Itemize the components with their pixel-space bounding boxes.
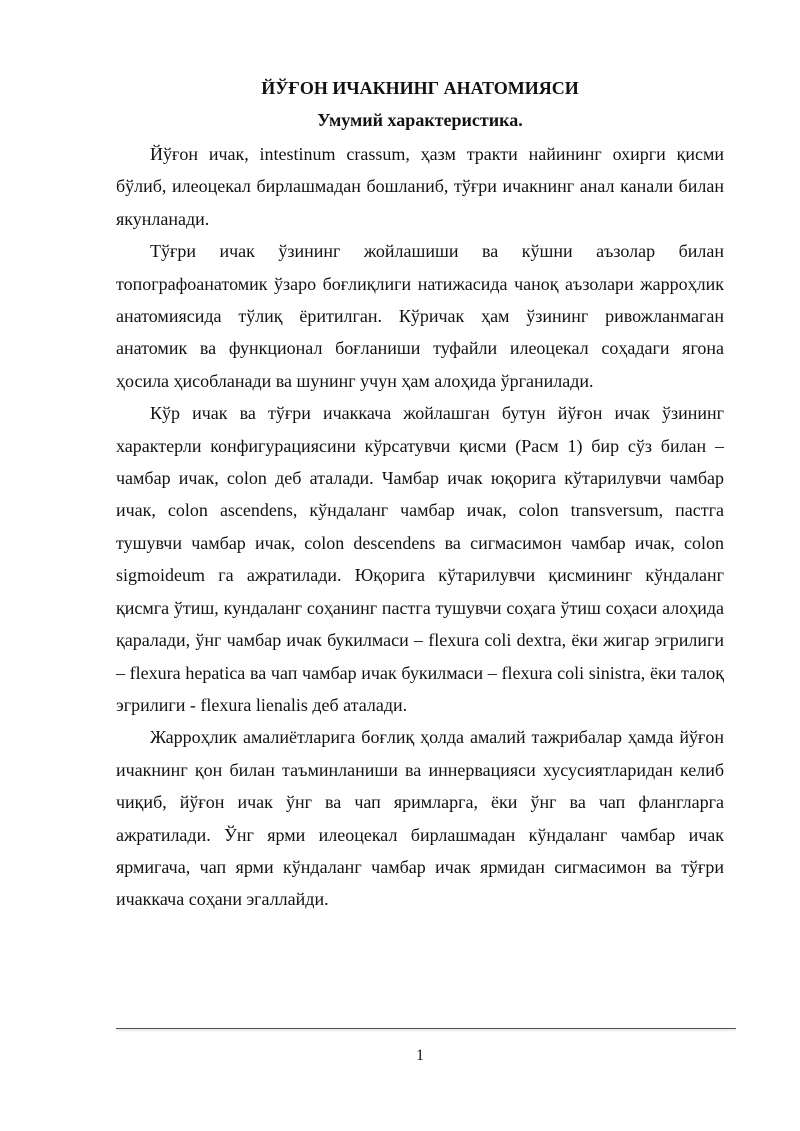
paragraph-1: Йўғон ичак, intestinum crassum, ҳазм тракти найининг охирги қисми бўлиб, илеоцекал бирлашмадан бошланиб, тўғри ичакнинг анал канали билан якунланади. bbox=[116, 144, 724, 229]
paragraph-3: Кўр ичак ва тўғри ичаккача жойлашган бутун йўғон ичак ўзининг характерли конфигурациясини кўрсатувчи қисми (Расм 1) бир сўз билан – чамбар ичак, colon деб аталади. Чамбар ичак юқорига кўтарилувчи чамбар ичак, colon ascendens, кўндаланг чамбар ичак, colon transversum, пастга тушувчи чамбар ичак, colon descendens ва сигмасимон чамбар ичак, colon sigmoideum га ажратилади. Юқорига кўтарилувчи қисмининг кўндаланг қисмга ўтиш, кундаланг соҳанинг пастга тушувчи соҳага ўтиш соҳаси алоҳида қаралади, ўнг чамбар ичак букилмаси – flexura coli dextra, ёки жигар эгрилиги – flexura hepatica ва чап чамбар ичак букилмаси – flexura coli sinistra, ёки талоқ эгрилиги - flexura lienalis деб аталади. bbox=[116, 403, 724, 715]
paragraph-4: Жарроҳлик амалиётларига боғлиқ ҳолда амалий тажрибалар ҳамда йўғон ичакнинг қон билан таъминланиши ва иннервацияси хусусиятларидан келиб чиқиб, йўғон ичак ўнг ва чап яримларга, ёки ўнг ва чап флангларга ажратилади. Ўнг ярми илеоцекал бирлашмадан кўндаланг чамбар ичак ярмигача, чап ярми кўндаланг чамбар ичак ярмидан сигмасимон ва тўғри ичаккача соҳани эгаллайди. bbox=[116, 727, 724, 910]
paragraph-2: Тўғри ичак ўзининг жойлашиши ва кўшни аъзолар билан топографоанатомик ўзаро боғлиқлиги натижасида чаноқ аъзолари жарроҳлик анатомиясида тўлиқ ёритилган. Кўричак ҳам ўзининг ривожланмаган анатомик ва функционал боғланиши туфайли илеоцекал соҳадаги ягона ҳосила ҳисобланади ва шунинг учун ҳам алоҳида ўрганилади. bbox=[116, 241, 724, 391]
footer-divider bbox=[116, 1028, 736, 1029]
document-body bbox=[116, 138, 724, 916]
page-number: 1 bbox=[416, 1047, 424, 1064]
document-title: ЙЎҒОН ИЧАКНИНГ АНАТОМИЯСИ bbox=[261, 78, 579, 98]
document-subtitle: Умумий характеристика. bbox=[317, 110, 523, 130]
